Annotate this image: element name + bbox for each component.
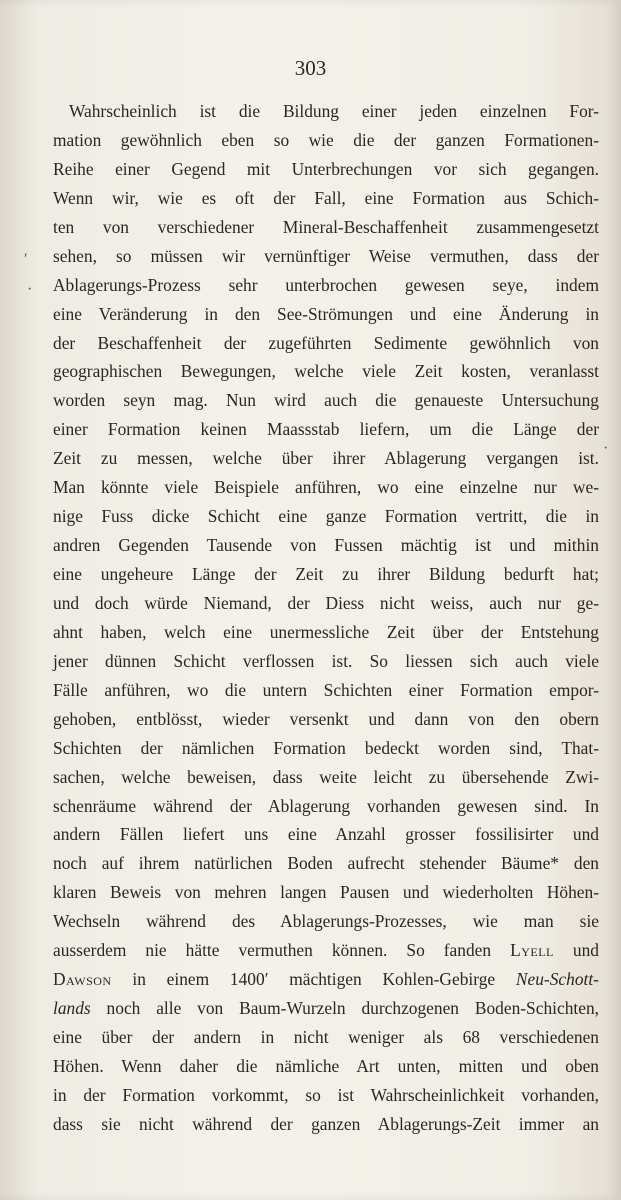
text-span: noch alle von Baum-Wurzeln durchzogenen Boden-Schichten,: [106, 998, 599, 1019]
author-name-lyell: Lyell: [510, 940, 554, 961]
text-line: Wenn wir, wie es oft der Fall, eine Formation aus Schich-: [53, 187, 599, 208]
text-line: [53, 936, 599, 965]
body-text: [53, 97, 599, 1139]
text-line: andren Gegenden Tausende von Fussen mächtig ist und mithin: [53, 535, 599, 556]
place-name: lands: [53, 998, 91, 1019]
text-line: eine ungeheure Länge der Zeit zu ihrer Bildung bedurft hat;: [53, 564, 599, 584]
text-line: schenräume während der Ablagerung vorhanden gewesen sind. In: [53, 795, 599, 816]
text-line: Wahrscheinlich ist die Bildung einer jeden einzelnen For-: [69, 101, 599, 121]
text-line: und doch würde Niemand, der Diess nicht weiss, auch nur ge-: [53, 592, 599, 613]
text-line: ten von verschiedener Mineral-Beschaffenheit zusammengesetzt: [53, 216, 599, 237]
text-line: ahnt haben, welch eine unermessliche Zeit über der Entstehung: [53, 621, 599, 642]
text-span: und: [572, 940, 599, 961]
text-line: andern Fällen liefert uns eine Anzahl grosser fossilisirter und: [53, 824, 599, 845]
margin-mark: ·: [603, 440, 609, 457]
text-span: in einem 1400′ mächtigen Kohlen-Gebirge: [132, 969, 496, 990]
text-line: einer Formation keinen Maassstab liefern, um die Länge der: [53, 419, 599, 440]
text-line: Fälle anführen, wo die untern Schichten einer Formation empor-: [53, 679, 599, 700]
text-line: nige Fuss dicke Schicht eine ganze Formation vertritt, die in: [53, 506, 599, 527]
text-line: dass sie nicht während der ganzen Ablagerungs-Zeit immer an: [53, 1113, 599, 1134]
text-line: Zeit zu messen, welche über ihrer Ablagerung vergangen ist.: [53, 448, 599, 469]
text-line: klaren Beweis von mehren langen Pausen und wiederholten Höhen-: [53, 882, 599, 903]
text-line: der Beschaffenheit der zugeführten Sedimente gewöhnlich von: [53, 332, 599, 353]
text-line: Schichten der nämlichen Formation bedeckt worden sind, That-: [53, 737, 599, 758]
text-line: Reihe einer Gegend mit Unterbrechungen vor sich gegangen.: [53, 158, 599, 179]
text-line: Ablagerungs-Prozess sehr unterbrochen gewesen seye, indem: [53, 274, 599, 295]
text-line: jener dünnen Schicht verflossen ist. So liessen sich auch viele: [53, 650, 599, 671]
text-line: eine Veränderung in den See-Strömungen und eine Änderung in: [53, 303, 599, 324]
text-line: in der Formation vorkommt, so ist Wahrscheinlichkeit vorhanden,: [53, 1084, 599, 1105]
text-line: noch auf ihrem natürlichen Boden aufrecht stehender Bäume* den: [53, 853, 599, 874]
page-number: 303: [294, 56, 327, 80]
text-line: sehen, so müssen wir vernünftiger Weise vermuthen, dass der: [53, 245, 599, 266]
margin-mark: ′: [24, 251, 28, 268]
text-line: [53, 994, 599, 1023]
text-line: Man könnte viele Beispiele anführen, wo eine einzelne nur we-: [53, 477, 599, 498]
text-span: ausserdem nie hätte vermuthen können. So fanden: [53, 940, 492, 961]
text-line: [53, 965, 599, 994]
text-line: gehoben, entblösst, wieder versenkt und dann von den obern: [53, 708, 599, 729]
text-line: worden seyn mag. Nun wird auch die genaueste Untersuchung: [53, 390, 599, 411]
text-line: geographischen Bewegungen, welche viele Zeit kosten, veranlasst: [53, 361, 599, 382]
margin-mark: ·: [27, 281, 33, 298]
place-name: Neu-Schott-: [515, 969, 599, 990]
author-name-dawson: Dawson: [53, 969, 112, 990]
text-line: mation gewöhnlich eben so wie die der ganzen Formationen-: [53, 129, 599, 150]
text-line: eine über der andern in nicht weniger als 68 verschiedenen: [53, 1027, 599, 1047]
text-line: Wechseln während des Ablagerungs-Prozesses, wie man sie: [53, 911, 599, 932]
text-line: sachen, welche beweisen, dass weite leicht zu übersehende Zwi-: [53, 766, 599, 787]
text-line: Höhen. Wenn daher die nämliche Art unten, mitten und oben: [53, 1055, 599, 1076]
